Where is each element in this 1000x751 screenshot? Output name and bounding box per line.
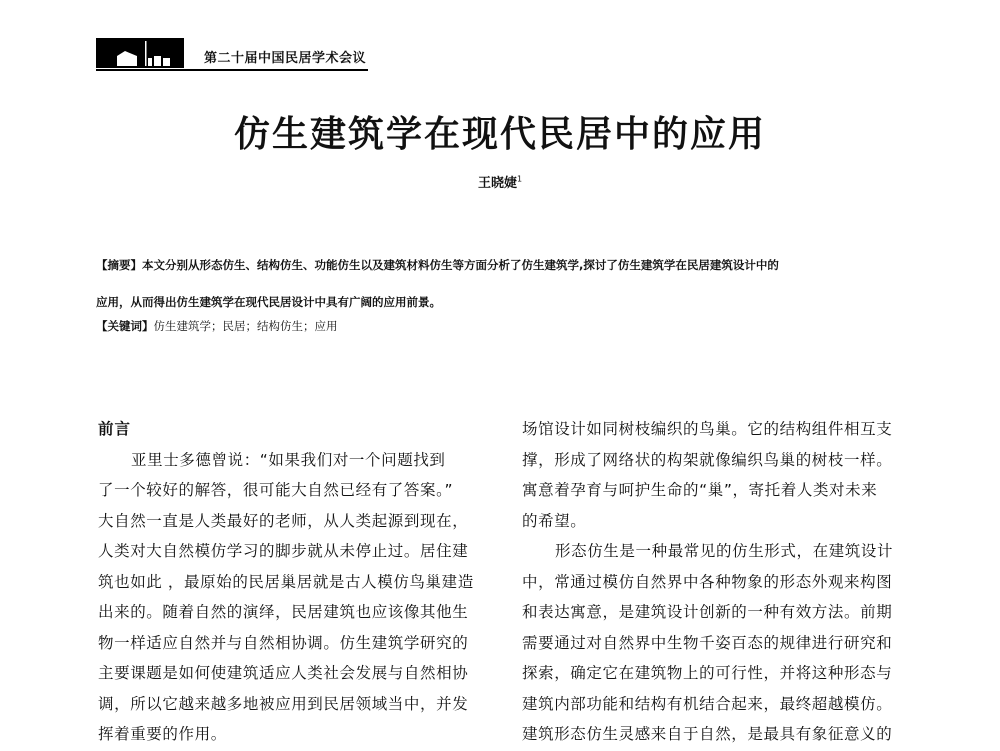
author-footnote-mark: 1 xyxy=(516,174,523,184)
conference-name: 第二十届中国民居学术会议 xyxy=(204,51,367,66)
body-line: 探索，确定它在建筑物上的可行性，并将这种形态与 xyxy=(522,664,893,682)
body-line: 撑，形成了网络状的构架就像编织鸟巢的树枝一样。 xyxy=(522,450,893,469)
body-line: 形态仿生是一种最常见的仿生形式，在建筑设计 xyxy=(555,542,894,560)
body-line: 寓意着孕育与呵护生命的“巢”，寄托着人类对未来 xyxy=(522,481,878,499)
body-line: 和表达寓意，是建筑设计创新的一种有效方法。前期 xyxy=(522,603,893,621)
body-line: 出来的。随着自然的演绎，民居建筑也应该像其他生 xyxy=(98,603,469,621)
section-heading-preface: 前言 xyxy=(98,420,132,438)
body-right-column xyxy=(522,414,918,750)
page-header xyxy=(96,38,368,68)
abstract-label: 【摘要】 xyxy=(96,258,142,272)
header-rule xyxy=(96,69,368,71)
body-line: 了一个较好的解答，很可能大自然已经有了答案。” xyxy=(98,481,454,499)
body-line: 建筑形态仿生灵感来自于自然，是最具有象征意义的 xyxy=(522,725,893,743)
paper-author xyxy=(0,172,1000,191)
keywords-label: 【关键词】 xyxy=(96,319,154,333)
author-name: 王晓婕 xyxy=(477,176,517,191)
paper-title: 仿生建筑学在现代民居中的应用 xyxy=(233,114,766,155)
body-line: 调，所以它越来越多地被应用到民居领域当中，并发 xyxy=(98,694,469,713)
body-line: 挥着重要的作用。 xyxy=(98,725,227,743)
body-line: 大自然一直是人类最好的老师，从人类起源到现在， xyxy=(98,511,469,530)
body-line: 亚里士多德曾说：“如果我们对一个问题找到 xyxy=(131,450,446,469)
body-line: 物一样适应自然并与自然相协调。仿生建筑学研究的 xyxy=(98,633,469,652)
house-silhouette-logo-icon xyxy=(96,38,184,68)
abstract-line: 应用，从而得出仿生建筑学在现代民居设计中具有广阔的应用前景。 xyxy=(96,295,441,309)
body-line: 主要课题是如何使建筑适应人类社会发展与自然相协 xyxy=(98,664,469,682)
body-left-column xyxy=(98,414,494,750)
abstract xyxy=(96,247,916,321)
body-line: 建筑内部功能和结构有机结合起来，最终超越模仿。 xyxy=(522,694,893,713)
body-line: 人类对大自然模仿学习的脚步就从未停止过。居住建 xyxy=(98,542,469,560)
body-line: 筑也如此 ，最原始的民居巢居就是古人模仿鸟巢建造 xyxy=(98,572,474,591)
keywords xyxy=(96,318,338,334)
abstract-line: 【摘要】本文分别从形态仿生、结构仿生、功能仿生以及建筑材料仿生等方面分析了仿生建筑学,探讨了仿生建筑学在民居建筑设计中的 xyxy=(96,258,779,272)
body-line: 的希望。 xyxy=(522,511,587,530)
body-line: 需要通过对自然界中生物千姿百态的规律进行研究和 xyxy=(522,633,893,652)
keywords-text: 仿生建筑学；民居；结构仿生；应用 xyxy=(153,319,338,333)
body-line: 中，常通过模仿自然界中各种物象的形态外观来构图 xyxy=(522,572,893,591)
body-line: 场馆设计如同树枝编织的鸟巢。它的结构组件相互支 xyxy=(522,420,893,438)
